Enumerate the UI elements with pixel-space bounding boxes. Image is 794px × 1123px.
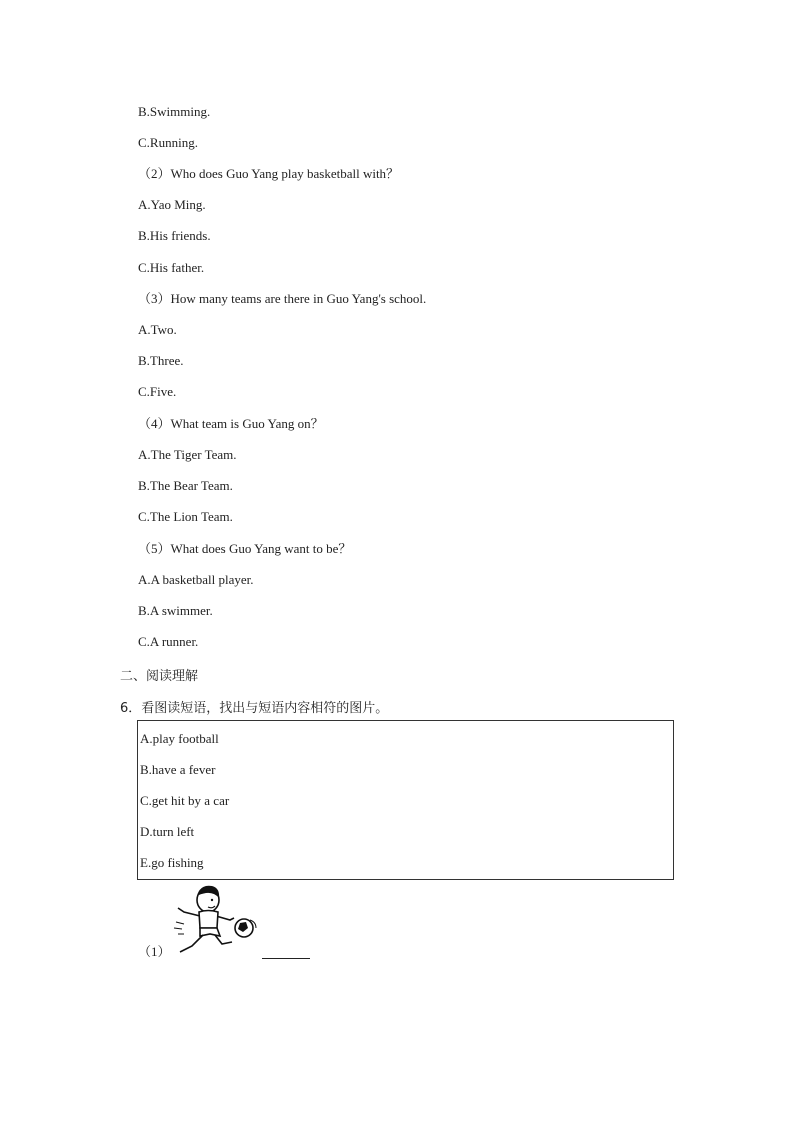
- q3-question: （3）How many teams are there in Guo Yang's school.: [138, 291, 427, 306]
- q1-option-b: B.Swimming.: [138, 104, 211, 119]
- q5-option-a: A.A basketball player.: [138, 572, 254, 587]
- q4-question: （4）What team is Guo Yang on？: [138, 416, 324, 431]
- boy-playing-football-image: [170, 878, 262, 958]
- q2-question: （2）Who does Guo Yang play basketball with？: [138, 166, 400, 181]
- q3-option-c: C.Five.: [138, 384, 177, 399]
- q2-option-b: B.His friends.: [138, 228, 211, 243]
- phrase-d: D.turn left: [140, 824, 195, 839]
- q4-option-c: C.The Lion Team.: [138, 509, 233, 524]
- q5-option-b: B.A swimmer.: [138, 603, 213, 618]
- q4-option-a: A.The Tiger Team.: [138, 447, 237, 462]
- phrase-b: B.have a fever: [140, 762, 216, 777]
- phrase-e: E.go fishing: [140, 855, 204, 870]
- q3-option-b: B.Three.: [138, 353, 184, 368]
- item1-label: （1）: [138, 944, 171, 959]
- phrase-box: [137, 720, 674, 880]
- q6-instruction: 6．看图读短语，找出与短语内容相符的图片。: [120, 701, 389, 716]
- q2-option-c: C.His father.: [138, 260, 205, 275]
- answer-blank-1[interactable]: [262, 958, 310, 959]
- q3-option-a: A.Two.: [138, 322, 177, 337]
- q5-option-c: C.A runner.: [138, 634, 199, 649]
- q4-option-b: B.The Bear Team.: [138, 478, 233, 493]
- phrase-c: C.get hit by a car: [140, 793, 230, 808]
- q5-question: （5）What does Guo Yang want to be？: [138, 541, 352, 556]
- phrase-a: A.play football: [140, 731, 219, 746]
- q1-option-c: C.Running.: [138, 135, 198, 150]
- section-heading: 二、阅读理解: [120, 669, 199, 684]
- q2-option-a: A.Yao Ming.: [138, 197, 206, 212]
